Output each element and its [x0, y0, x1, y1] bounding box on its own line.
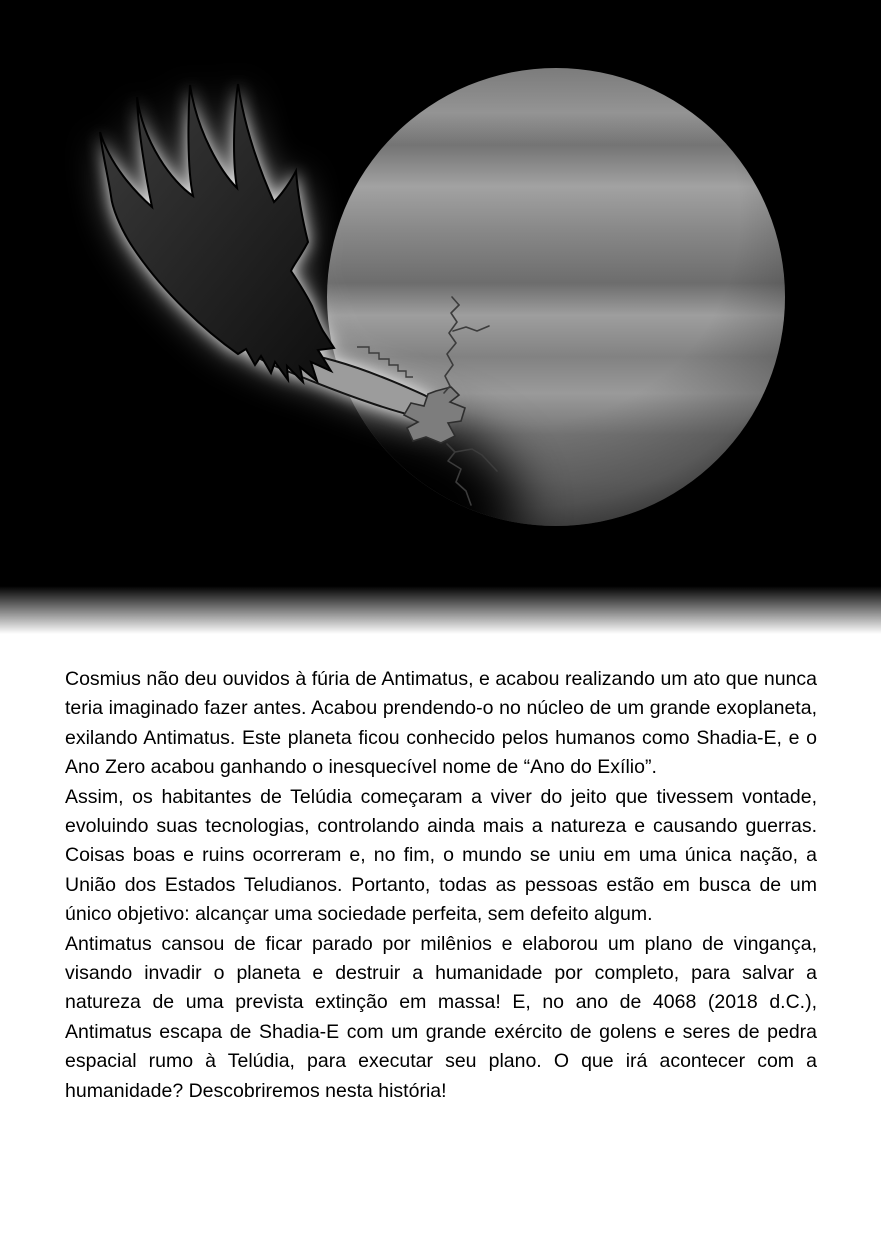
fade-to-white: [0, 570, 881, 650]
story-text: [0, 650, 881, 1106]
story-paragraph: Antimatus cansou de ficar parado por milênios e elaborou um plano de vingança, visando invadir o planeta e destruir a humanidade por completo, para salvar a natureza de uma prevista extinção em massa! E, no ano de 4068 (2018 d.C.), Antimatus escapa de Shadia-E com um grande exército de golens e seres de pedra espacial rumo à Telúdia, para executar seu plano. O que irá acontecer com a humanidade? Descobriremos nesta história!: [65, 932, 817, 1102]
story-paragraph: Assim, os habitantes de Telúdia começaram a viver do jeito que tivessem vontade, evoluindo suas tecnologias, controlando ainda mais a natureza e causando guerras. Coisas boas e ruins ocorreram e, no fim, o mundo se uniu em uma única nação, a União dos Estados Teludianos. Portanto, todas as pessoas estão em busca de um único objetivo: alcançar uma sociedade perfeita, sem defeito algum.: [65, 785, 817, 926]
story-paragraph: Cosmius não deu ouvidos à fúria de Antimatus, e acabou realizando um ato que nunca teria imaginado fazer antes. Acabou prendendo-o no núcleo de um grande exoplaneta, exilando Antimatus. Este planeta ficou conhecido pelos humanos como Shadia-E, e o Ano Zero acabou ganhando o inesquecível nome de “Ano do Exílio”.: [65, 668, 817, 779]
